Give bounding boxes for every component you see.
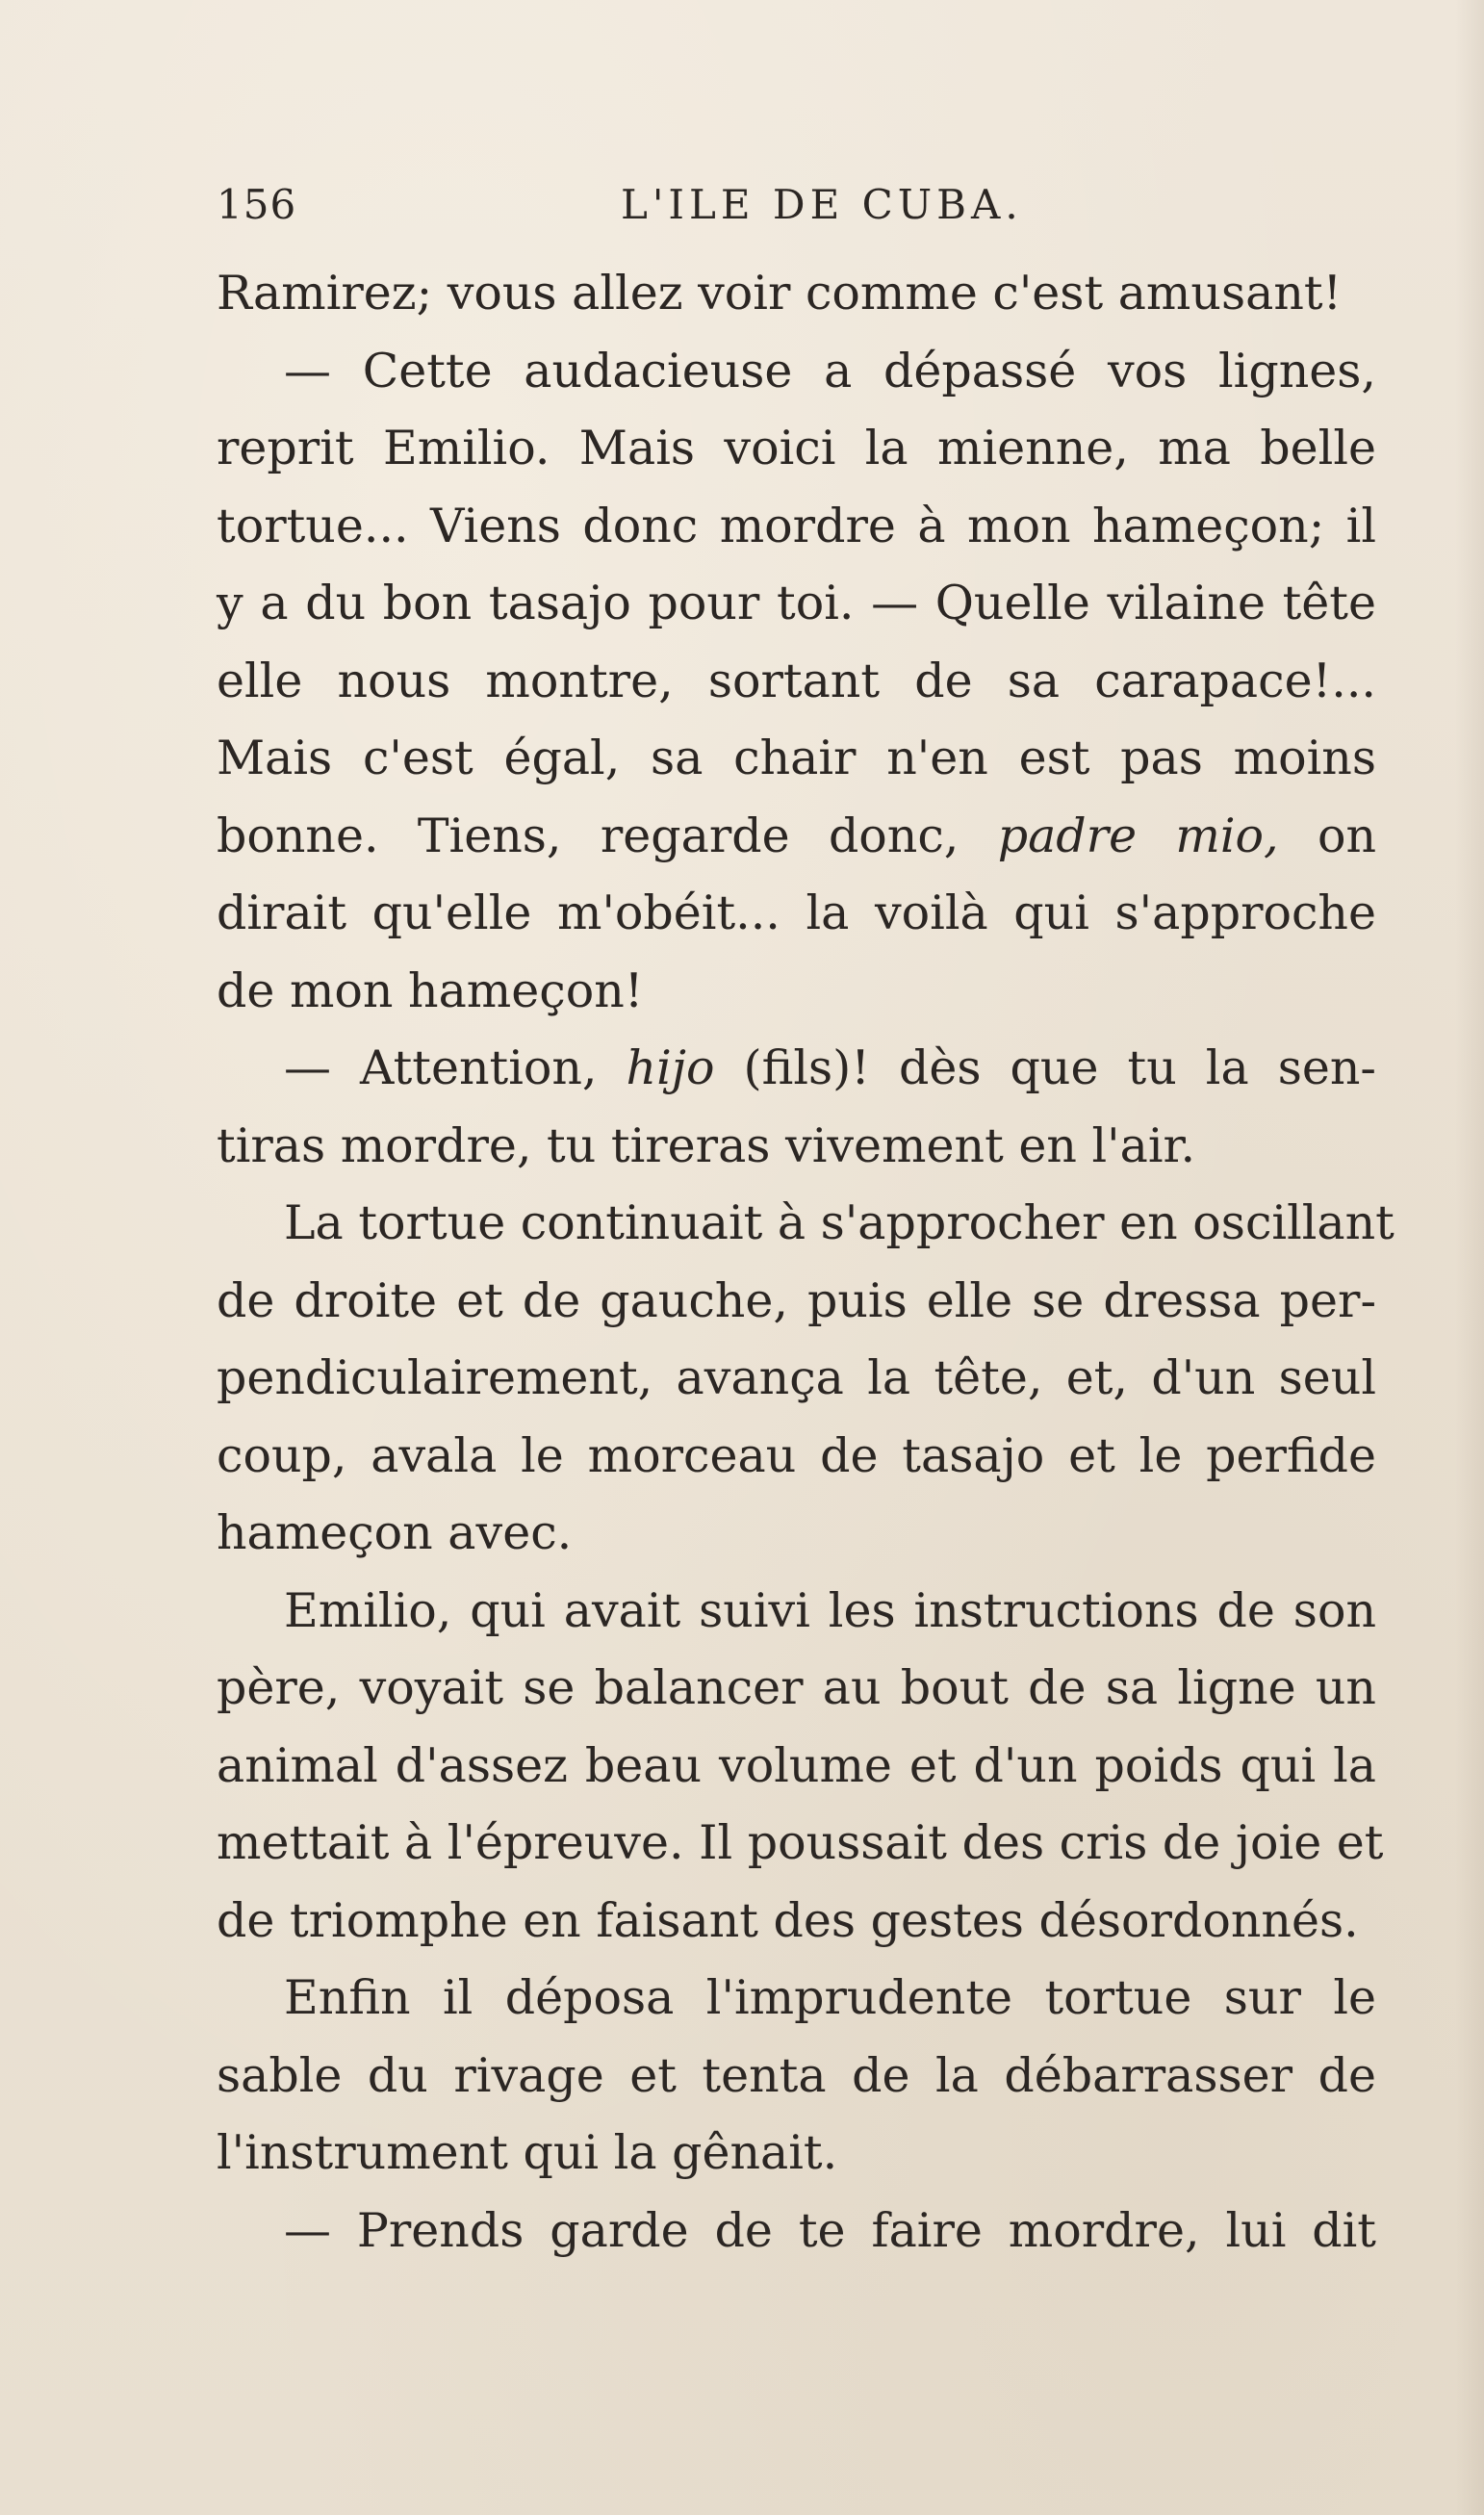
italic-phrase: padre mio, bbox=[997, 808, 1279, 863]
text-line bbox=[217, 1030, 1376, 1108]
text-segment: (fils)! dès que tu la sen- bbox=[714, 1040, 1376, 1095]
text-line: de triomphe en faisant des gestes désordonnés. bbox=[217, 1892, 1359, 1948]
text-line: animal d'assez beau volume et d'un poids qui la bbox=[217, 1737, 1376, 1793]
text-line: sable du rivage et tenta de la débarrasser de bbox=[217, 2047, 1376, 2103]
text-line: — Prends garde de te faire mordre, lui dit bbox=[284, 2202, 1376, 2258]
text-line: La tortue continuait à s'approcher en oscillant bbox=[284, 1195, 1394, 1250]
text-segment: on bbox=[1278, 808, 1377, 863]
text-line: Mais c'est égal, sa chair n'en est pas moins bbox=[217, 731, 1376, 785]
text-segment: bonne. Tiens, regarde donc, bbox=[217, 808, 998, 863]
text-segment: — Attention, bbox=[284, 1040, 627, 1095]
page-edge-shadow bbox=[1455, 0, 1484, 2515]
text-line: Emilio, qui avait suivi les instructions de son bbox=[284, 1582, 1376, 1638]
text-line: mettait à l'épreuve. Il poussait des cris de joie et bbox=[217, 1815, 1384, 1870]
text-line: de mon hameçon! bbox=[217, 962, 644, 1018]
text-line: Enfin il déposa l'imprudente tortue sur le bbox=[284, 1970, 1376, 2025]
text-line: Ramirez; vous allez voir comme c'est amusant! bbox=[217, 266, 1343, 321]
text-line: de droite et de gauche, puis elle se dressa per- bbox=[217, 1272, 1376, 1328]
text-line: reprit Emilio. Mais voici la mienne, ma belle bbox=[217, 421, 1376, 475]
text-line: hameçon avec. bbox=[217, 1505, 573, 1560]
text-line bbox=[217, 798, 1376, 876]
text-line: tortue... Viens donc mordre à mon hameçon; il bbox=[217, 498, 1376, 553]
text-line: dirait qu'elle m'obéit... la voilà qui s'approche bbox=[217, 885, 1376, 940]
text-line: y a du bon tasajo pour toi. — Quelle vilaine tête bbox=[217, 576, 1376, 630]
text-line: l'instrument qui la gênait. bbox=[217, 2125, 838, 2180]
text-line: père, voyait se balancer au bout de sa ligne un bbox=[217, 1660, 1376, 1715]
text-line: coup, avala le morceau de tasajo et le perfide bbox=[217, 1427, 1376, 1483]
italic-phrase: hijo bbox=[626, 1040, 715, 1095]
body-text bbox=[217, 255, 1394, 2270]
text-line: — Cette audacieuse a dépassé vos lignes, bbox=[284, 343, 1376, 398]
page-number: 156 bbox=[217, 181, 297, 228]
text-line: pendiculairement, avança la tête, et, d'un seul bbox=[217, 1350, 1376, 1405]
text-line: tiras mordre, tu tireras vivement en l'air. bbox=[217, 1117, 1196, 1173]
text-line: elle nous montre, sortant de sa carapace!... bbox=[217, 653, 1376, 708]
running-title: L'ILE DE CUBA. bbox=[621, 181, 1023, 228]
running-head bbox=[217, 181, 1376, 239]
